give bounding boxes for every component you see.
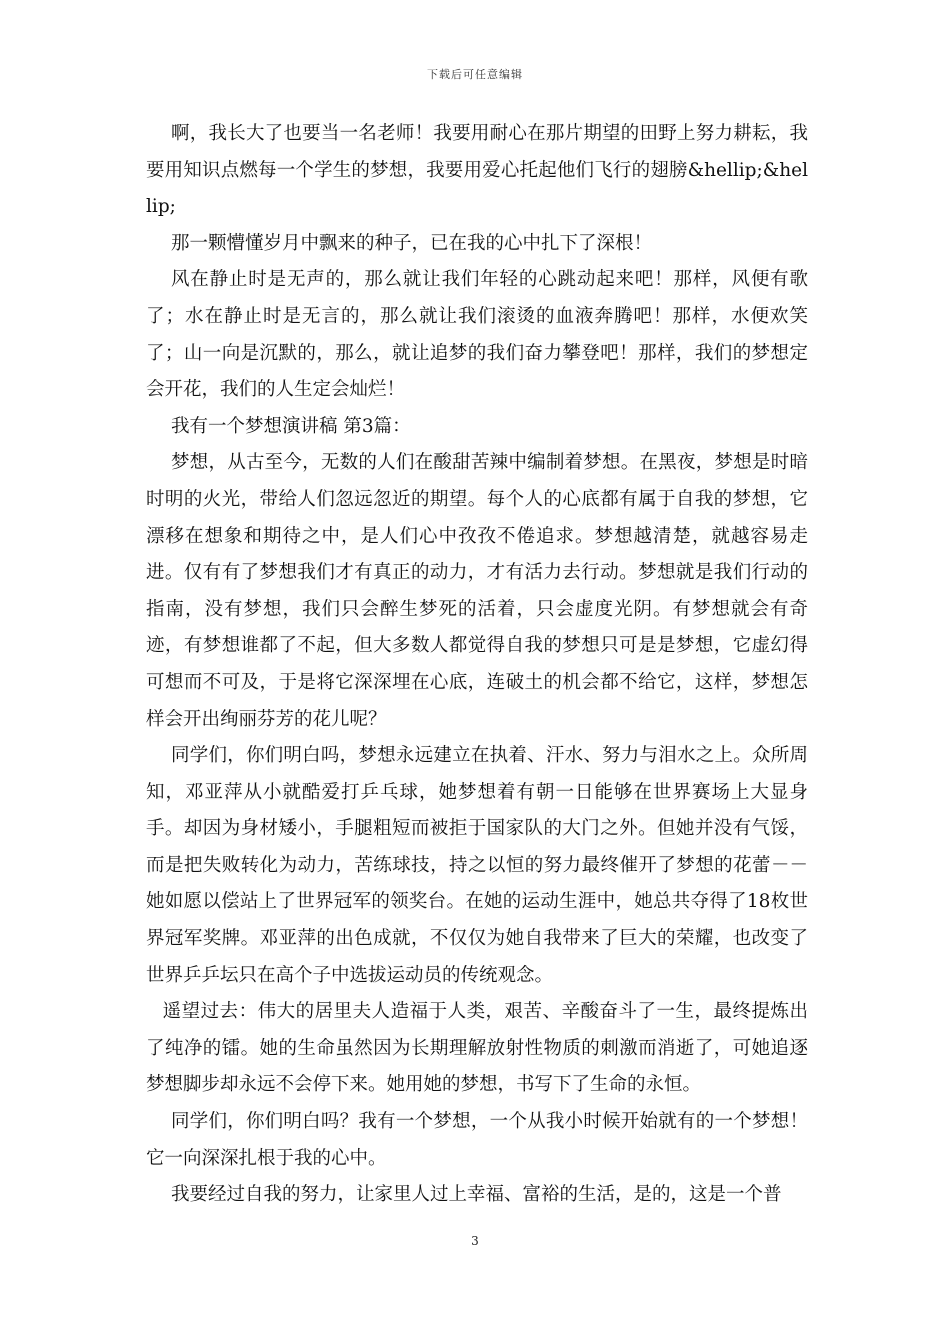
paragraph: 我要经过自我的努力，让家里人过上幸福、富裕的生活，是的，这是一个普 [170,1184,782,1206]
paragraph: 遥望过去：伟大的居里夫人造福于人类，艰苦、辛酸奋斗了一生，最终提炼出了纯净的镭。她的生命虽然因为长期理解放射性物质的刺激而消逝了，可她追逐梦想脚步却永远不会停下来。她用她的梦想，书写下了生命的永恒。 [146,1001,808,1096]
paragraph: 梦想，从古至今，无数的人们在酸甜苦辣中编制着梦想。在黑夜，梦想是时暗时明的火光，带给人们忽远忽近的期望。每个人的心底都有属于自我的梦想，它漂移在想象和期待之中，是人们心中孜孜不倦追求。梦想越清楚，就越容易走进。仅有有了梦想我们才有真正的动力，才有活力去行动。梦想就是我们行动的指南，没有梦想，我们只会醉生梦死的活着，只会虚度光阴。有梦想就会有奇迹，有梦想谁都了不起，但大多数人都觉得自我的梦想只可是是梦想，它虚幻得可想而不可及，于是将它深深埋在心底，连破土的机会都不给它，这样，梦想怎样会开出绚丽芬芳的花儿呢？ [146,452,808,730]
document-body [146,116,808,1214]
paragraph: 同学们，你们明白吗，梦想永远建立在执着、汗水、努力与泪水之上。众所周知，邓亚萍从小就酷爱打乒乓球，她梦想着有朝一日能够在世界赛场上大显身手。却因为身材矮小，手腿粗短而被拒于国家队的大门之外。但她并没有气馁，而是把失败转化为动力，苦练球技，持之以恒的努力最终催开了梦想的花蕾－－她如愿以偿站上了世界冠军的领奖台。在她的运动生涯中，她总共夺得了18枚世界冠军奖牌。邓亚萍的出色成就，不仅仅为她自我带来了巨大的荣耀，也改变了世界乒乒坛只在高个子中选拔运动员的传统观念。 [146,745,808,986]
paragraph: 同学们，你们明白吗？我有一个梦想，一个从我小时候开始就有的一个梦想！它一向深深扎根于我的心中。 [146,1111,808,1169]
page-header: 下载后可任意编辑 [427,68,523,81]
paragraph: 啊，我长大了也要当一名老师！我要用耐心在那片期望的田野上努力耕耘，我要用知识点燃每一个学生的梦想，我要用爱心托起他们飞行的翅膀&hellip;&hellip; [146,123,808,218]
paragraph: 那一颗懵懂岁月中飘来的种子，已在我的心中扎下了深根！ [170,232,652,254]
paragraph: 风在静止时是无声的，那么就让我们年轻的心跳动起来吧！那样，风便有歌了；水在静止时是无言的，那么就让我们滚烫的血液奔腾吧！那样，水便欢笑了；山一向是沉默的，那么，就让追梦的我们奋力攀登吧！那样，我们的梦想定会开花，我们的人生定会灿烂！ [146,269,808,401]
section-heading: 我有一个梦想演讲稿 第3篇： [170,415,411,437]
page-number: 3 [471,1234,479,1248]
